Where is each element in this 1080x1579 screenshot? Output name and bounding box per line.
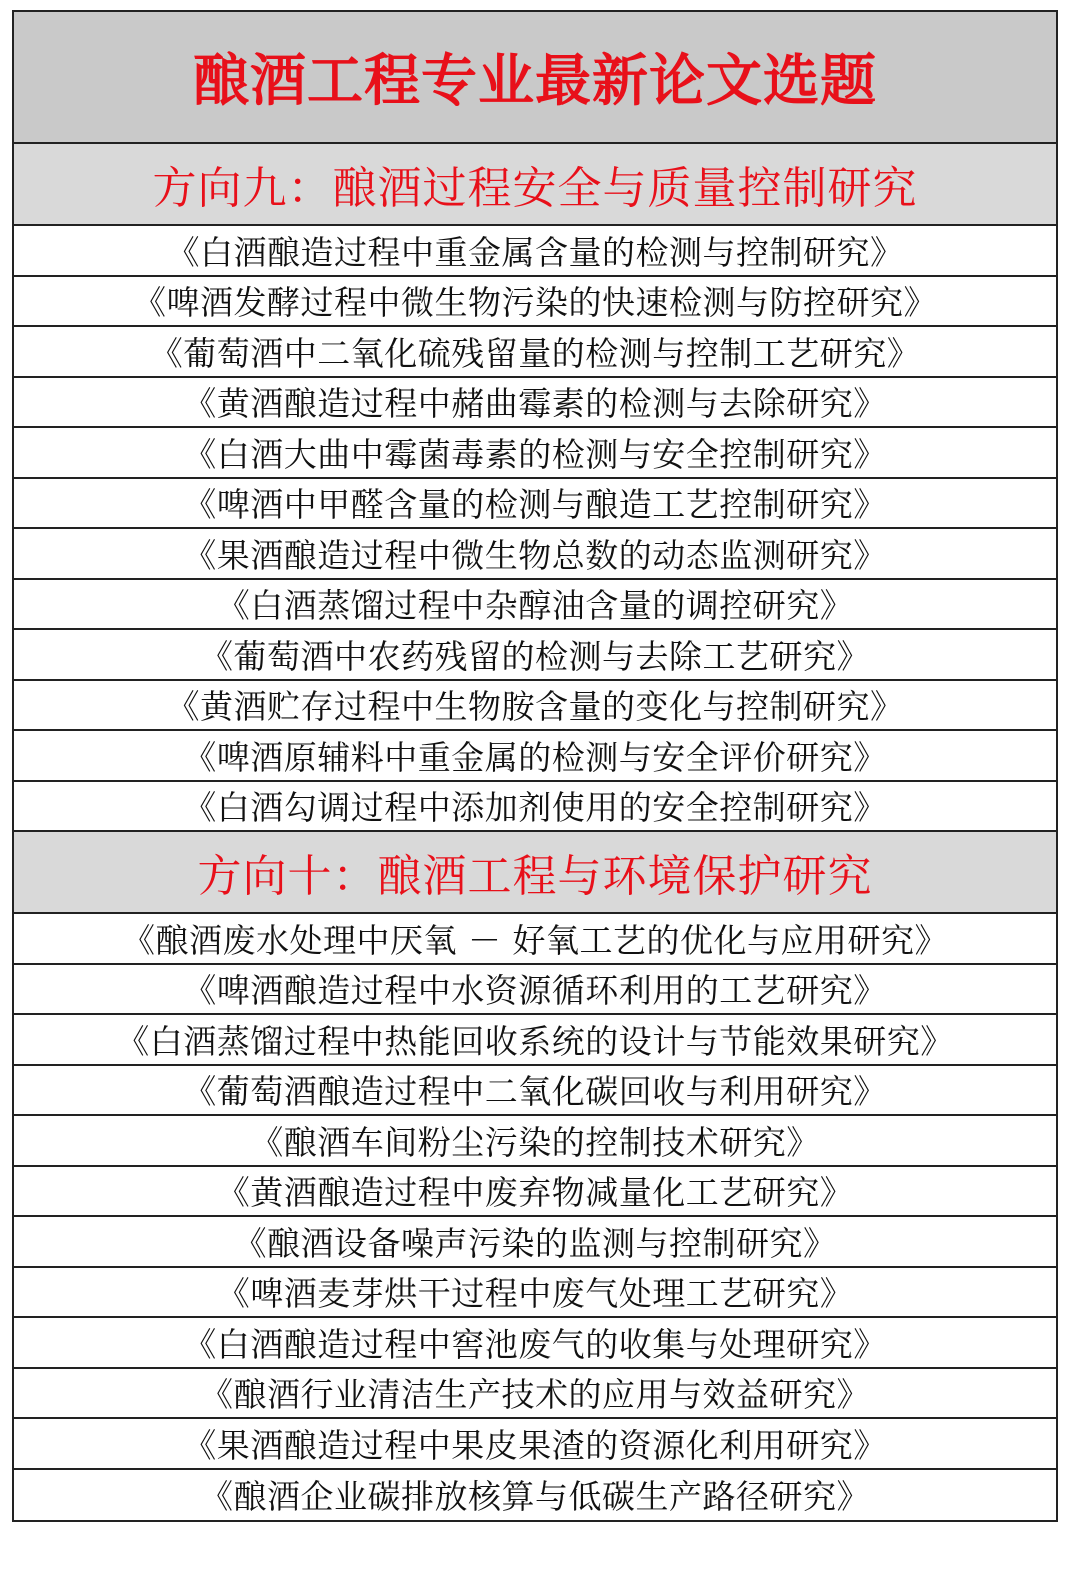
topic-table (12, 10, 1058, 1522)
topic-title: 《白酒蒸馏过程中热能回收系统的设计与节能效果研究》 (116, 1021, 954, 1061)
topic-title: 《黄酒贮存过程中生物胺含量的变化与控制研究》 (166, 687, 904, 727)
topic-title: 《酿酒设备噪声污染的监测与控制研究》 (233, 1223, 837, 1263)
topic-title: 《黄酒酿造过程中赭曲霉素的检测与去除研究》 (183, 384, 887, 424)
topic-title: 《白酒酿造过程中重金属含量的检测与控制研究》 (166, 232, 904, 272)
topic-row (14, 681, 1056, 732)
topic-row (14, 1268, 1056, 1319)
topic-row (14, 428, 1056, 479)
topic-row (14, 1369, 1056, 1420)
topic-row (14, 277, 1056, 328)
topic-row (14, 479, 1056, 530)
topic-title: 《白酒酿造过程中窖池废气的收集与处理研究》 (183, 1324, 887, 1364)
topic-row (14, 1470, 1056, 1521)
topic-title: 《葡萄酒中农药残留的检测与去除工艺研究》 (200, 636, 870, 676)
topic-title: 《白酒大曲中霉菌毒素的检测与安全控制研究》 (183, 434, 887, 474)
topic-title: 《酿酒废水处理中厌氧 － 好氧工艺的优化与应用研究》 (122, 920, 948, 960)
topic-title: 《啤酒原辅料中重金属的检测与安全评价研究》 (183, 737, 887, 777)
section-heading-row (14, 832, 1056, 914)
topic-title: 《酿酒企业碳排放核算与低碳生产路径研究》 (200, 1477, 870, 1517)
topic-row (14, 1116, 1056, 1167)
topic-row (14, 378, 1056, 429)
topic-title: 《葡萄酒中二氧化硫残留量的检测与控制工艺研究》 (149, 333, 921, 373)
topic-title: 《酿酒车间粉尘污染的控制技术研究》 (250, 1122, 820, 1162)
topic-title: 《啤酒中甲醛含量的检测与酿造工艺控制研究》 (183, 485, 887, 525)
topic-title: 《果酒酿造过程中微生物总数的动态监测研究》 (183, 535, 887, 575)
section-heading: 方向十：酿酒工程与环境保护研究 (197, 851, 873, 902)
topic-title: 《啤酒发酵过程中微生物污染的快速检测与防控研究》 (133, 283, 937, 323)
topic-title: 《酿酒行业清洁生产技术的应用与效益研究》 (200, 1375, 870, 1415)
page-title: 酿酒工程专业最新论文选题 (193, 49, 877, 114)
topic-row (14, 914, 1056, 965)
topic-title: 《白酒蒸馏过程中杂醇油含量的调控研究》 (216, 586, 854, 626)
topic-title: 《黄酒酿造过程中废弃物减量化工艺研究》 (216, 1173, 854, 1213)
topic-title: 《葡萄酒酿造过程中二氧化碳回收与利用研究》 (183, 1072, 887, 1112)
topic-row (14, 731, 1056, 782)
section-heading: 方向九：酿酒过程安全与质量控制研究 (152, 163, 918, 214)
topic-row (14, 1066, 1056, 1117)
topic-row (14, 782, 1056, 833)
topic-title: 《啤酒麦芽烘干过程中废气处理工艺研究》 (216, 1274, 854, 1314)
topic-row (14, 1167, 1056, 1218)
topic-row (14, 1318, 1056, 1369)
title-row (14, 12, 1056, 144)
topic-row (14, 965, 1056, 1016)
topic-row (14, 1217, 1056, 1268)
topic-title: 《啤酒酿造过程中水资源循环利用的工艺研究》 (183, 971, 887, 1011)
topic-row (14, 226, 1056, 277)
topic-row (14, 630, 1056, 681)
topic-row (14, 1419, 1056, 1470)
topic-title: 《果酒酿造过程中果皮果渣的资源化利用研究》 (183, 1425, 887, 1465)
topic-row (14, 1015, 1056, 1066)
topic-row (14, 580, 1056, 631)
topic-row (14, 529, 1056, 580)
topic-row (14, 327, 1056, 378)
section-heading-row (14, 144, 1056, 226)
topic-title: 《白酒勾调过程中添加剂使用的安全控制研究》 (183, 788, 887, 828)
